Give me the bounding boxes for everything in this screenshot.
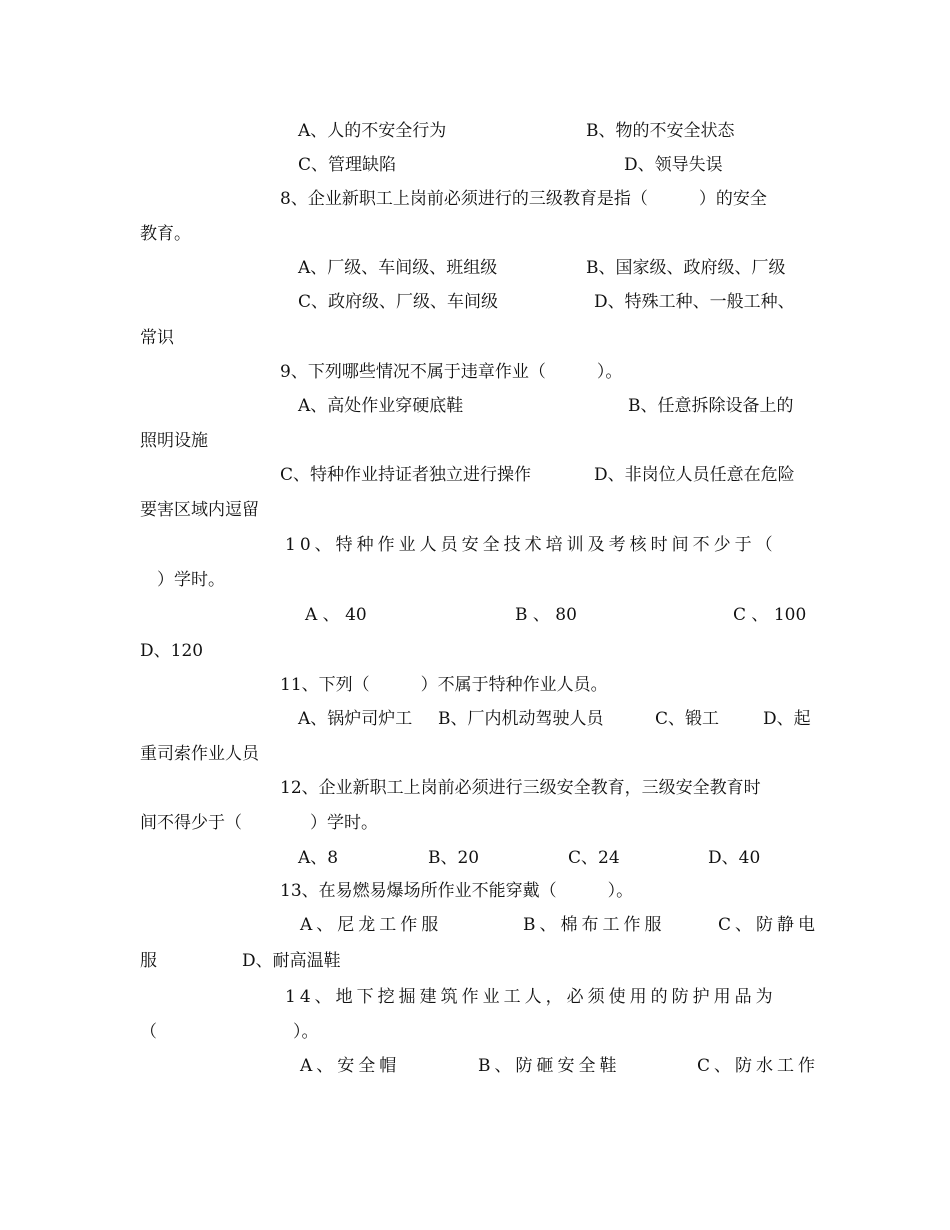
q10-stem-line2: ）学时。 xyxy=(157,570,225,590)
q12-option-c: C、24 xyxy=(568,848,620,868)
q8-stem-line2: 教育。 xyxy=(140,224,191,244)
q7-option-b: B、物的不安全状态 xyxy=(586,121,735,141)
q11-option-a: A、锅炉司炉工 xyxy=(298,709,413,729)
q9-option-d: D、非岗位人员任意在危险 xyxy=(594,465,795,485)
q14-option-a: A、安全帽 xyxy=(300,1056,401,1076)
q12-option-b: B、20 xyxy=(428,848,480,868)
q10-option-c: C 、 100 xyxy=(733,605,807,625)
q12-stem-line1: 12、企业新职工上岗前必须进行三级安全教育，三级安全教育时 xyxy=(280,778,761,798)
q13-option-c: C、防静电 xyxy=(718,915,820,935)
q9-option-a: A、高处作业穿硬底鞋 xyxy=(298,396,464,416)
q10-option-a: A 、 40 xyxy=(305,605,367,625)
q7-option-d: D、领导失误 xyxy=(624,155,723,175)
q9-stem: 9、下列哪些情况不属于违章作业（ ）。 xyxy=(280,362,623,382)
q12-stem-line2: 间不得少于（ ）学时。 xyxy=(140,813,378,833)
q8-option-a: A、厂级、车间级、班组级 xyxy=(298,258,498,278)
q10-option-b: B 、 80 xyxy=(515,605,577,625)
q13-option-b: B、棉布工作服 xyxy=(523,915,666,935)
q8-option-d: D、特殊工种、一般工种、 xyxy=(594,292,795,312)
q14-stem-line2: （ ）。 xyxy=(140,1022,319,1042)
q11-option-d-cont: 重司索作业人员 xyxy=(140,744,259,764)
q7-option-a: A、人的不安全行为 xyxy=(298,121,447,141)
q13-stem: 13、在易燃易爆场所作业不能穿戴（ ）。 xyxy=(280,881,634,901)
q14-option-b: B、防砸安全鞋 xyxy=(478,1056,621,1076)
q9-option-b: B、任意拆除设备上的 xyxy=(628,396,794,416)
q9-option-b-cont: 照明设施 xyxy=(140,431,208,451)
q8-option-d-cont: 常识 xyxy=(140,328,174,348)
q10-option-d: D、120 xyxy=(140,641,204,661)
q11-option-d: D、起 xyxy=(763,709,811,729)
q13-option-c-cont: 服 xyxy=(140,951,157,971)
q11-option-b: B、厂内机动驾驶人员 xyxy=(438,709,604,729)
q14-stem-line1: 14、地下挖掘建筑作业工人，必须使用的防护用品为 xyxy=(285,987,777,1007)
q7-option-c: C、管理缺陷 xyxy=(298,155,397,175)
q13-option-a: A、尼龙工作服 xyxy=(300,915,443,935)
q8-stem-line1: 8、企业新职工上岗前必须进行的三级教育是指（ ）的安全 xyxy=(280,189,767,209)
q10-stem-line1: 10、特种作业人员安全技术培训及考核时间不少于（ xyxy=(285,535,777,555)
q9-option-d-cont: 要害区域内逗留 xyxy=(140,500,259,520)
q13-option-d: D、耐高温鞋 xyxy=(242,951,341,971)
q9-option-c: C、特种作业持证者独立进行操作 xyxy=(280,465,532,485)
q12-option-a: A、8 xyxy=(298,848,339,868)
q11-stem: 11、下列（ ）不属于特种作业人员。 xyxy=(280,675,608,695)
q11-option-c: C、锻工 xyxy=(655,709,720,729)
q14-option-c: C、防水工作 xyxy=(697,1056,820,1076)
q12-option-d: D、40 xyxy=(708,848,761,868)
q8-option-b: B、国家级、政府级、厂级 xyxy=(586,258,786,278)
q8-option-c: C、政府级、厂级、车间级 xyxy=(298,292,499,312)
